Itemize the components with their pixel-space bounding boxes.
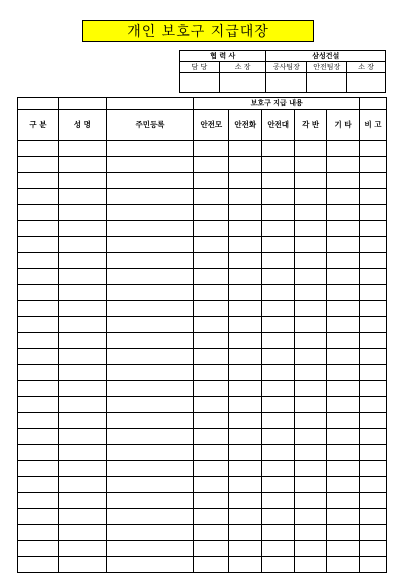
table-cell[interactable] [359, 429, 386, 445]
table-cell[interactable] [295, 349, 327, 365]
table-cell[interactable] [359, 461, 386, 477]
table-row [18, 509, 387, 525]
table-cell[interactable] [229, 173, 262, 189]
table-cell[interactable] [106, 173, 194, 189]
table-row [18, 445, 387, 461]
table-cell[interactable] [229, 381, 262, 397]
table-cell[interactable] [295, 413, 327, 429]
table-cell[interactable] [295, 237, 327, 253]
table-cell[interactable] [262, 461, 295, 477]
table-cell[interactable] [262, 365, 295, 381]
table-cell[interactable] [359, 301, 386, 317]
table-cell[interactable] [18, 381, 59, 397]
table-cell[interactable] [194, 525, 229, 541]
table-cell[interactable] [295, 221, 327, 237]
approval-signature-table [179, 50, 386, 93]
table-cell[interactable] [229, 397, 262, 413]
role-label: 소 장 [347, 62, 386, 73]
table-row [18, 397, 387, 413]
table-cell[interactable] [295, 333, 327, 349]
table-cell[interactable] [359, 349, 386, 365]
table-cell[interactable] [327, 509, 360, 525]
table-cell[interactable] [194, 477, 229, 493]
table-cell[interactable] [194, 333, 229, 349]
table-cell[interactable] [18, 253, 59, 269]
table-cell[interactable] [18, 141, 59, 157]
table-cell[interactable] [106, 221, 194, 237]
table-cell[interactable] [229, 333, 262, 349]
table-cell[interactable] [106, 413, 194, 429]
table-cell[interactable] [106, 253, 194, 269]
table-cell[interactable] [229, 221, 262, 237]
table-cell[interactable] [359, 237, 386, 253]
table-cell[interactable] [262, 141, 295, 157]
table-cell[interactable] [58, 333, 106, 349]
table-cell[interactable] [327, 205, 360, 221]
table-cell[interactable] [106, 269, 194, 285]
table-cell[interactable] [18, 317, 59, 333]
table-cell[interactable] [359, 189, 386, 205]
table-cell[interactable] [295, 493, 327, 509]
table-cell[interactable] [194, 349, 229, 365]
table-cell[interactable] [229, 509, 262, 525]
table-cell[interactable] [359, 221, 386, 237]
table-cell[interactable] [194, 509, 229, 525]
table-cell[interactable] [18, 205, 59, 221]
equipment-group-header: 보호구 지급 내용 [194, 98, 360, 110]
table-cell[interactable] [262, 349, 295, 365]
table-cell[interactable] [262, 237, 295, 253]
table-row [18, 429, 387, 445]
table-cell[interactable] [295, 429, 327, 445]
table-cell[interactable] [194, 413, 229, 429]
table-cell[interactable] [106, 429, 194, 445]
table-cell[interactable] [327, 381, 360, 397]
table-cell[interactable] [295, 205, 327, 221]
table-cell[interactable] [58, 301, 106, 317]
table-cell[interactable] [262, 429, 295, 445]
table-cell[interactable] [359, 173, 386, 189]
table-cell[interactable] [18, 189, 59, 205]
table-row [18, 301, 387, 317]
table-cell[interactable] [229, 253, 262, 269]
table-cell[interactable] [327, 461, 360, 477]
table-cell[interactable] [58, 269, 106, 285]
table-cell[interactable] [359, 381, 386, 397]
table-cell[interactable] [295, 509, 327, 525]
table-cell[interactable] [18, 445, 59, 461]
signature-cell[interactable] [180, 73, 220, 93]
signature-cell[interactable] [307, 73, 347, 93]
table-row [18, 221, 387, 237]
table-row [18, 269, 387, 285]
table-cell[interactable] [359, 205, 386, 221]
table-cell[interactable] [58, 349, 106, 365]
table-cell[interactable] [327, 429, 360, 445]
table-cell[interactable] [194, 397, 229, 413]
table-cell[interactable] [194, 221, 229, 237]
ledger-title: 개인 보호구 지급대장 [82, 20, 314, 42]
table-cell[interactable] [295, 141, 327, 157]
table-cell[interactable] [327, 493, 360, 509]
table-cell[interactable] [262, 221, 295, 237]
table-cell[interactable] [106, 237, 194, 253]
protective-equipment-ledger-table [17, 97, 387, 573]
table-cell[interactable] [194, 445, 229, 461]
table-cell[interactable] [106, 333, 194, 349]
table-cell[interactable] [194, 157, 229, 173]
table-cell[interactable] [229, 349, 262, 365]
table-cell[interactable] [327, 365, 360, 381]
table-cell[interactable] [194, 493, 229, 509]
table-row [18, 237, 387, 253]
table-cell[interactable] [262, 397, 295, 413]
table-row [18, 461, 387, 477]
table-cell[interactable] [327, 333, 360, 349]
table-cell[interactable] [18, 413, 59, 429]
table-cell[interactable] [58, 285, 106, 301]
signature-cell[interactable] [219, 73, 266, 93]
table-cell[interactable] [262, 253, 295, 269]
table-cell[interactable] [106, 301, 194, 317]
table-cell[interactable] [359, 317, 386, 333]
table-cell[interactable] [58, 141, 106, 157]
table-row [18, 349, 387, 365]
table-cell[interactable] [58, 429, 106, 445]
table-cell[interactable] [295, 253, 327, 269]
table-cell[interactable] [295, 445, 327, 461]
table-cell[interactable] [58, 525, 106, 541]
table-cell[interactable] [106, 541, 194, 557]
table-row [18, 365, 387, 381]
column-header-category: 구 분 [18, 110, 59, 141]
table-cell[interactable] [327, 269, 360, 285]
table-cell[interactable] [229, 429, 262, 445]
role-label: 담 당 [180, 62, 220, 73]
signature-cell[interactable] [266, 73, 307, 93]
table-cell[interactable] [262, 285, 295, 301]
table-cell[interactable] [327, 477, 360, 493]
table-cell[interactable] [229, 365, 262, 381]
column-header-name: 성 명 [58, 110, 106, 141]
table-cell[interactable] [18, 237, 59, 253]
table-cell[interactable] [262, 477, 295, 493]
table-cell[interactable] [295, 189, 327, 205]
table-cell[interactable] [58, 541, 106, 557]
table-cell[interactable] [262, 445, 295, 461]
table-cell[interactable] [58, 477, 106, 493]
table-row [18, 493, 387, 509]
table-cell[interactable] [262, 333, 295, 349]
table-cell[interactable] [106, 381, 194, 397]
table-cell[interactable] [58, 157, 106, 173]
table-cell[interactable] [262, 381, 295, 397]
table-cell[interactable] [359, 365, 386, 381]
table-cell[interactable] [58, 237, 106, 253]
column-header-safety-helmet: 안전모 [194, 110, 229, 141]
table-cell[interactable] [229, 141, 262, 157]
table-cell[interactable] [18, 429, 59, 445]
table-row [18, 333, 387, 349]
table-cell[interactable] [106, 445, 194, 461]
table-cell[interactable] [194, 365, 229, 381]
table-cell[interactable] [194, 381, 229, 397]
table-cell[interactable] [229, 205, 262, 221]
table-row [18, 413, 387, 429]
table-cell[interactable] [58, 445, 106, 461]
table-cell[interactable] [229, 477, 262, 493]
table-cell[interactable] [194, 285, 229, 301]
table-cell[interactable] [295, 381, 327, 397]
table-cell[interactable] [359, 493, 386, 509]
table-cell[interactable] [295, 317, 327, 333]
table-row [18, 541, 387, 557]
table-cell[interactable] [194, 173, 229, 189]
table-cell[interactable] [359, 253, 386, 269]
table-cell[interactable] [58, 253, 106, 269]
table-cell[interactable] [18, 301, 59, 317]
table-row [18, 477, 387, 493]
table-cell[interactable] [229, 493, 262, 509]
table-cell[interactable] [18, 157, 59, 173]
table-cell[interactable] [262, 157, 295, 173]
table-cell[interactable] [106, 349, 194, 365]
table-cell[interactable] [18, 541, 59, 557]
table-cell[interactable] [359, 141, 386, 157]
table-cell[interactable] [194, 541, 229, 557]
table-cell[interactable] [327, 525, 360, 541]
table-cell[interactable] [327, 397, 360, 413]
header-blank [359, 98, 386, 110]
table-cell[interactable] [194, 205, 229, 221]
table-cell[interactable] [194, 429, 229, 445]
header-blank [58, 98, 106, 110]
table-cell[interactable] [58, 221, 106, 237]
table-cell[interactable] [106, 365, 194, 381]
table-cell[interactable] [18, 397, 59, 413]
table-cell[interactable] [327, 221, 360, 237]
table-cell[interactable] [106, 461, 194, 477]
table-cell[interactable] [295, 477, 327, 493]
table-cell[interactable] [229, 269, 262, 285]
table-cell[interactable] [327, 253, 360, 269]
table-cell[interactable] [106, 477, 194, 493]
table-row [18, 285, 387, 301]
table-cell[interactable] [327, 445, 360, 461]
table-cell[interactable] [295, 269, 327, 285]
table-row [18, 253, 387, 269]
table-cell[interactable] [18, 349, 59, 365]
table-cell[interactable] [18, 477, 59, 493]
table-cell[interactable] [295, 301, 327, 317]
table-cell[interactable] [58, 509, 106, 525]
table-cell[interactable] [106, 317, 194, 333]
table-cell[interactable] [58, 461, 106, 477]
table-cell[interactable] [262, 317, 295, 333]
table-cell[interactable] [229, 189, 262, 205]
table-row [18, 317, 387, 333]
table-cell[interactable] [18, 509, 59, 525]
table-cell[interactable] [194, 253, 229, 269]
table-cell[interactable] [194, 301, 229, 317]
table-cell[interactable] [229, 541, 262, 557]
table-cell[interactable] [327, 301, 360, 317]
table-cell[interactable] [295, 525, 327, 541]
approval-group-samsung: 삼성건설 [266, 51, 386, 62]
table-cell[interactable] [359, 525, 386, 541]
table-cell[interactable] [262, 493, 295, 509]
column-header-safety-belt: 안전대 [262, 110, 295, 141]
table-cell[interactable] [327, 173, 360, 189]
signature-cell[interactable] [347, 73, 386, 93]
approval-group-contractor: 협 력 사 [180, 51, 266, 62]
role-label: 안전팀장 [307, 62, 347, 73]
table-cell[interactable] [106, 397, 194, 413]
table-cell[interactable] [359, 397, 386, 413]
table-cell[interactable] [359, 477, 386, 493]
table-cell[interactable] [18, 365, 59, 381]
table-cell[interactable] [58, 317, 106, 333]
table-cell[interactable] [106, 141, 194, 157]
table-cell[interactable] [262, 189, 295, 205]
column-header-other: 기 타 [327, 110, 360, 141]
table-cell[interactable] [359, 509, 386, 525]
table-cell[interactable] [58, 381, 106, 397]
table-cell[interactable] [262, 509, 295, 525]
table-cell[interactable] [327, 349, 360, 365]
table-cell[interactable] [327, 189, 360, 205]
table-row [18, 141, 387, 157]
table-cell[interactable] [262, 269, 295, 285]
table-cell[interactable] [18, 269, 59, 285]
table-cell[interactable] [262, 525, 295, 541]
table-row [18, 381, 387, 397]
column-header-remarks: 비 고 [359, 110, 386, 141]
table-cell[interactable] [106, 509, 194, 525]
table-cell[interactable] [295, 157, 327, 173]
table-cell[interactable] [327, 141, 360, 157]
table-cell[interactable] [295, 285, 327, 301]
table-cell[interactable] [327, 413, 360, 429]
table-cell[interactable] [327, 541, 360, 557]
table-cell[interactable] [229, 301, 262, 317]
table-cell[interactable] [327, 157, 360, 173]
table-cell[interactable] [106, 205, 194, 221]
table-cell[interactable] [194, 317, 229, 333]
table-row [18, 205, 387, 221]
table-cell[interactable] [262, 301, 295, 317]
table-cell[interactable] [194, 141, 229, 157]
table-cell[interactable] [229, 157, 262, 173]
table-cell[interactable] [229, 445, 262, 461]
table-cell[interactable] [359, 413, 386, 429]
role-label: 소 장 [219, 62, 266, 73]
table-cell[interactable] [58, 173, 106, 189]
table-cell[interactable] [262, 205, 295, 221]
table-cell[interactable] [359, 285, 386, 301]
table-cell[interactable] [58, 493, 106, 509]
table-cell[interactable] [106, 189, 194, 205]
table-row [18, 189, 387, 205]
table-cell[interactable] [327, 237, 360, 253]
table-cell[interactable] [58, 205, 106, 221]
header-blank [106, 98, 194, 110]
table-row [18, 173, 387, 189]
table-cell[interactable] [359, 445, 386, 461]
table-cell[interactable] [58, 397, 106, 413]
table-row [18, 525, 387, 541]
table-cell[interactable] [295, 173, 327, 189]
table-cell[interactable] [295, 397, 327, 413]
column-header-leggings: 각 반 [295, 110, 327, 141]
table-cell[interactable] [58, 189, 106, 205]
table-cell[interactable] [106, 157, 194, 173]
table-cell[interactable] [18, 525, 59, 541]
table-cell[interactable] [58, 413, 106, 429]
table-cell[interactable] [106, 525, 194, 541]
role-label: 공사팀장 [266, 62, 307, 73]
table-cell[interactable] [229, 413, 262, 429]
table-cell[interactable] [194, 461, 229, 477]
header-blank [18, 98, 59, 110]
table-cell[interactable] [295, 461, 327, 477]
table-cell[interactable] [262, 413, 295, 429]
table-cell[interactable] [18, 173, 59, 189]
table-cell[interactable] [194, 269, 229, 285]
table-cell[interactable] [194, 237, 229, 253]
table-cell[interactable] [229, 461, 262, 477]
table-cell[interactable] [229, 525, 262, 541]
table-cell[interactable] [18, 285, 59, 301]
table-cell[interactable] [359, 157, 386, 173]
table-cell[interactable] [229, 285, 262, 301]
column-header-resident-id: 주민등록 [106, 110, 194, 141]
table-cell[interactable] [194, 189, 229, 205]
table-cell[interactable] [359, 269, 386, 285]
column-header-safety-shoes: 안전화 [229, 110, 262, 141]
table-cell[interactable] [106, 285, 194, 301]
table-cell[interactable] [327, 285, 360, 301]
table-cell[interactable] [18, 333, 59, 349]
table-cell[interactable] [106, 493, 194, 509]
table-cell[interactable] [327, 317, 360, 333]
table-cell[interactable] [18, 221, 59, 237]
table-cell[interactable] [262, 541, 295, 557]
table-cell[interactable] [18, 493, 59, 509]
table-row [18, 157, 387, 173]
table-cell[interactable] [295, 365, 327, 381]
table-cell[interactable] [359, 541, 386, 557]
table-cell[interactable] [58, 365, 106, 381]
table-cell[interactable] [295, 541, 327, 557]
table-cell[interactable] [229, 317, 262, 333]
table-cell[interactable] [229, 237, 262, 253]
table-cell[interactable] [359, 333, 386, 349]
table-cell[interactable] [262, 173, 295, 189]
table-cell[interactable] [18, 461, 59, 477]
